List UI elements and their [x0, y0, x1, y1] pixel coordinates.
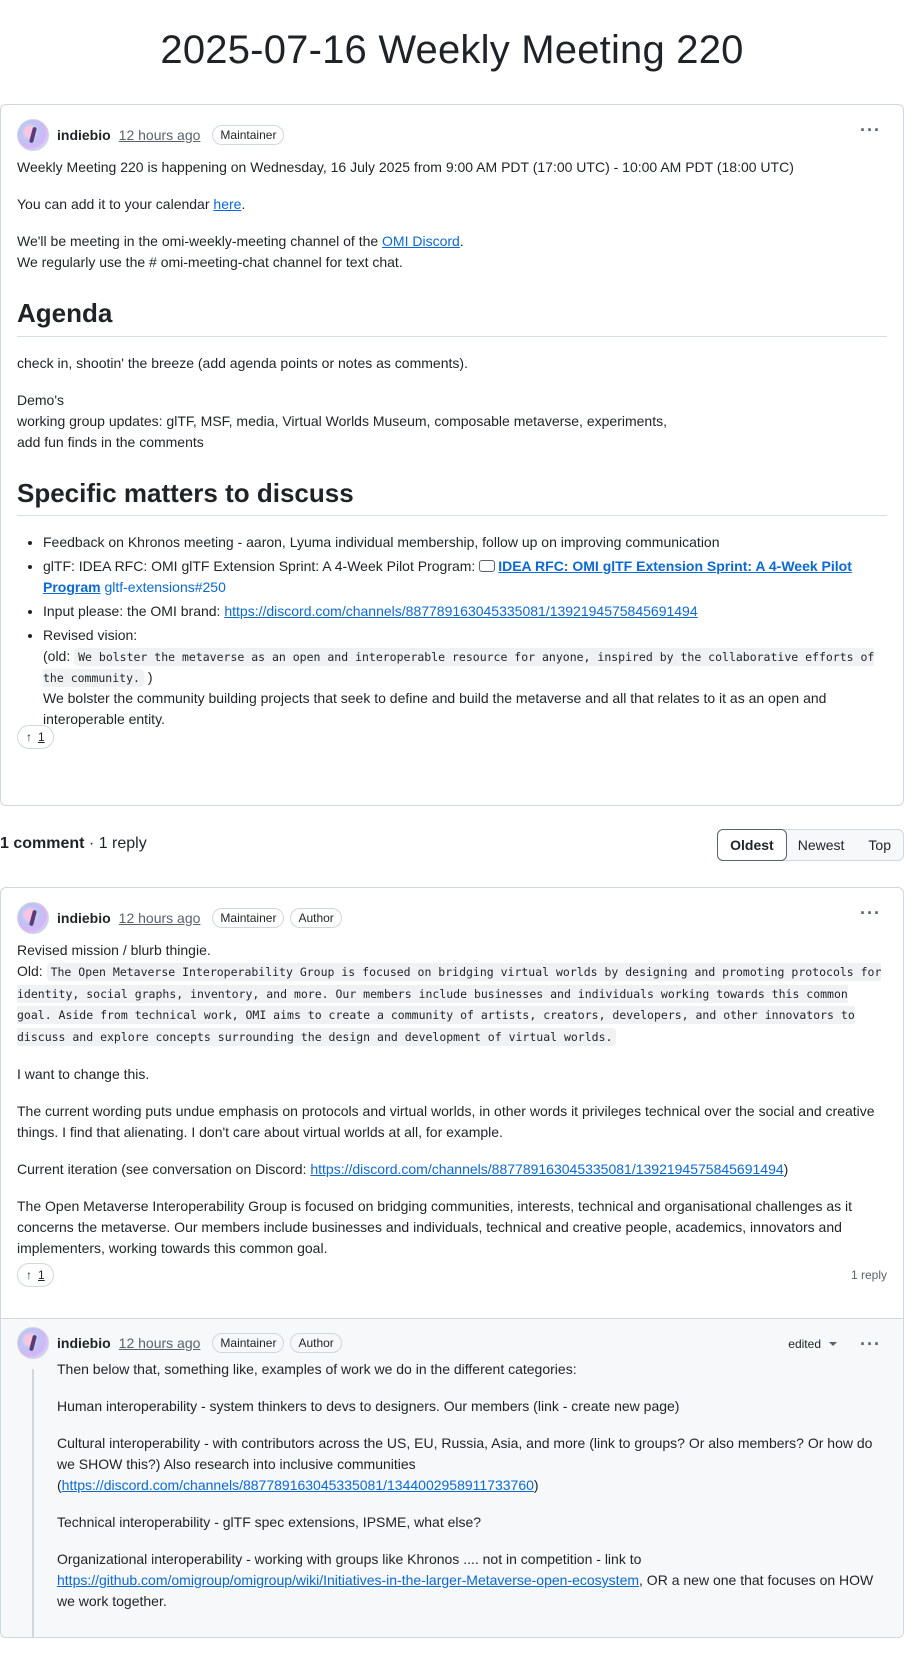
github-wiki-link[interactable]: https://github.com/omigroup/omigroup/wiki/Initiatives-in-the-larger-Metaverse-open-ecosystem [57, 1572, 640, 1588]
meeting-time-text: Weekly Meeting 220 is happening on Wednesday, 16 July 2025 from 9:00 AM PDT (17:00 UTC) - 10:00 AM PDT (18:00 UTC) [17, 159, 794, 175]
comment [0, 887, 904, 1638]
omi-brand-text: Input please: the OMI brand: [43, 603, 225, 619]
reply-text [57, 1549, 887, 1612]
reply-text: Technical interoperability - glTF spec extensions, IPSME, what else? [57, 1514, 482, 1530]
upvote-button[interactable] [17, 725, 54, 749]
gltf-extensions-ref-link[interactable]: gltf-extensions#250 [104, 579, 226, 595]
list-item [43, 556, 887, 598]
avatar[interactable] [17, 1327, 49, 1359]
reply-text: Then below that, something like, examples of work we do in the different categories: [57, 1361, 577, 1377]
comment-mission-text [17, 940, 887, 1048]
omi-discord-link[interactable]: OMI Discord [382, 233, 460, 249]
maintainer-badge: Maintainer [212, 125, 284, 145]
sort-oldest-button[interactable]: Oldest [717, 829, 787, 861]
list-item [43, 601, 887, 622]
discord-text [17, 231, 887, 273]
agenda-line-1: Demo's [17, 391, 65, 408]
author-badge: Author [290, 908, 341, 928]
more-options-icon[interactable]: ··· [860, 120, 881, 140]
post-header [1, 105, 903, 153]
cultural-text: Cultural interoperability - with contributors across the US, EU, Russia, Asia, and more (link to groups? Or also members? Or how do we SHOW this?) Also research into inclusive communities ( [57, 1435, 873, 1493]
organizational-text: Organizational interoperability - working with groups like Khronos .... not in competition - link to [57, 1551, 642, 1567]
upvote-count: 1 [38, 730, 45, 744]
sort-top-button[interactable]: Top [868, 837, 891, 853]
organizational-text-post: , OR a new one that focuses on HOW we work together. [57, 1572, 874, 1609]
old-vision-code: We bolster the metaverse as an open and interoperable resource for anyone, inspired by the collaborative efforts of the community. [43, 650, 875, 685]
maintainer-badge: Maintainer [212, 1333, 284, 1353]
agenda-list-text [17, 390, 887, 453]
edited-dropdown[interactable]: edited [788, 1335, 837, 1353]
agenda-line-2: working group updates: glTF, MSF, media, Virtual Worlds Museum, composable metaverse, experiments, [17, 412, 667, 429]
calendar-text-pre: You can add it to your calendar [17, 196, 214, 212]
agenda-heading: Agenda [17, 297, 887, 337]
timestamp[interactable]: 12 hours ago [118, 1334, 201, 1351]
calendar-text [17, 194, 887, 215]
discord-research-link[interactable]: https://discord.com/channels/887789163045335081/1344002958911733760 [61, 1477, 534, 1493]
matters-list [17, 532, 887, 730]
revised-vision-label: Revised vision: [43, 627, 138, 643]
new-vision-text: We bolster the community building projects that seek to define and build the metaverse and all that relates to it as an open and interoperable entity. [43, 690, 827, 727]
matters-heading: Specific matters to discuss [17, 477, 887, 517]
calendar-link[interactable]: here [213, 196, 242, 212]
agenda-line-3: add fun finds in the comments [17, 433, 204, 450]
comment-text [17, 1159, 887, 1180]
discussion-icon [479, 560, 495, 572]
page-title: 2025-07-16 Weekly Meeting 220 [160, 28, 744, 72]
comment-header [1, 888, 903, 936]
upvote-button[interactable] [17, 1263, 54, 1287]
mission-label: Revised mission / blurb thingie. [17, 942, 211, 958]
comment-count: 1 comment [0, 835, 85, 852]
agenda-intro: check in, shootin' the breeze (add agenda points or notes as comments). [17, 354, 468, 371]
current-iteration-pre: Current iteration (see conversation on Discord: [17, 1160, 311, 1177]
old-label: Old: [17, 963, 47, 979]
current-iteration-post: ) [783, 1160, 789, 1177]
arrow-up-icon: ↑ [26, 730, 32, 744]
maintainer-badge: Maintainer [212, 908, 284, 928]
comments-summary [0, 826, 904, 862]
sort-toggle [717, 829, 904, 861]
author-name[interactable]: indiebio [57, 126, 111, 143]
timestamp[interactable]: 12 hours ago [118, 126, 201, 143]
reply-count: · 1 reply [84, 835, 147, 852]
reply-count-link[interactable]: 1 reply [850, 1268, 887, 1282]
discord-text-pre: We'll be meeting in the omi-weekly-meeting channel of the [17, 233, 383, 249]
comment-text: The Open Metaverse Interoperability Group is focused on bridging communities, interests, technical and organisational challenges as it concerns the metaverse. Our members include businesses and individuals, technical and creative people, academics, innovators and implementers, working towards this common goal. [17, 1197, 853, 1256]
discord-text-post: . [459, 233, 464, 249]
calendar-text-post: . [241, 196, 246, 212]
old-mission-code: The Open Metaverse Interoperability Group is focused on bridging virtual worlds by designing and promoting protocols for identity, social graphs, inventory, and more. Our members include businesses and individuals working towards this common goal. Aside from technical work, OMI aims to create a community of artists, creators, developers, and other innovators to discuss and explore concepts surrounding the design and development of virtual worlds. [17, 965, 882, 1045]
reply-text [57, 1433, 887, 1496]
discord-conversation-link[interactable]: https://discord.com/channels/887789163045335081/1392194575845691494 [310, 1160, 784, 1177]
sort-newest-button[interactable]: Newest [797, 837, 845, 853]
avatar[interactable] [17, 119, 49, 151]
comment-count-text [0, 832, 147, 856]
gltf-item-text: glTF: IDEA RFC: OMI glTF Extension Sprint: A 4-Week Pilot Program: [43, 558, 480, 574]
list-item [43, 625, 887, 730]
avatar[interactable] [17, 902, 49, 934]
list-item: • Feedback on Khronos meeting - aaron, Lyuma individual membership, follow up on improving communication [43, 532, 887, 553]
arrow-up-icon: ↑ [26, 1268, 32, 1282]
chat-channel-text: We regularly use the # omi-meeting-chat channel for text chat. [17, 254, 403, 270]
thread-line [32, 1369, 34, 1638]
more-options-icon[interactable]: ··· [860, 1334, 881, 1354]
old-vision-post: ) [143, 669, 153, 685]
comment-text: I want to change this. [17, 1065, 150, 1082]
comment-text: The current wording puts undue emphasis on protocols and virtual worlds, in other words it privileges technical over the social and creative things. I find that alienating. I don't care about virtual worlds at all, for example. [17, 1102, 875, 1140]
old-vision-pre: (old: [43, 648, 75, 664]
author-badge: Author [290, 1333, 341, 1353]
more-options-icon[interactable]: ··· [860, 903, 881, 923]
cultural-text-post: ) [533, 1477, 539, 1493]
author-name[interactable]: indiebio [57, 909, 111, 926]
timestamp[interactable]: 12 hours ago [118, 909, 201, 926]
upvote-count: 1 [38, 1268, 45, 1282]
idea-rfc-link[interactable]: IDEA RFC: OMI glTF Extension Sprint: A 4-Week Pilot Program [43, 558, 852, 595]
discussion-post [0, 104, 904, 806]
reply [1, 1318, 903, 1638]
reply-header [1, 1319, 903, 1355]
reply-text: Human interoperability - system thinkers to devs to designers. Our members (link - create new page) [57, 1398, 680, 1414]
discord-brand-link[interactable]: https://discord.com/channels/887789163045335081/1392194575845691494 [224, 603, 698, 619]
author-name[interactable]: indiebio [57, 1334, 111, 1351]
